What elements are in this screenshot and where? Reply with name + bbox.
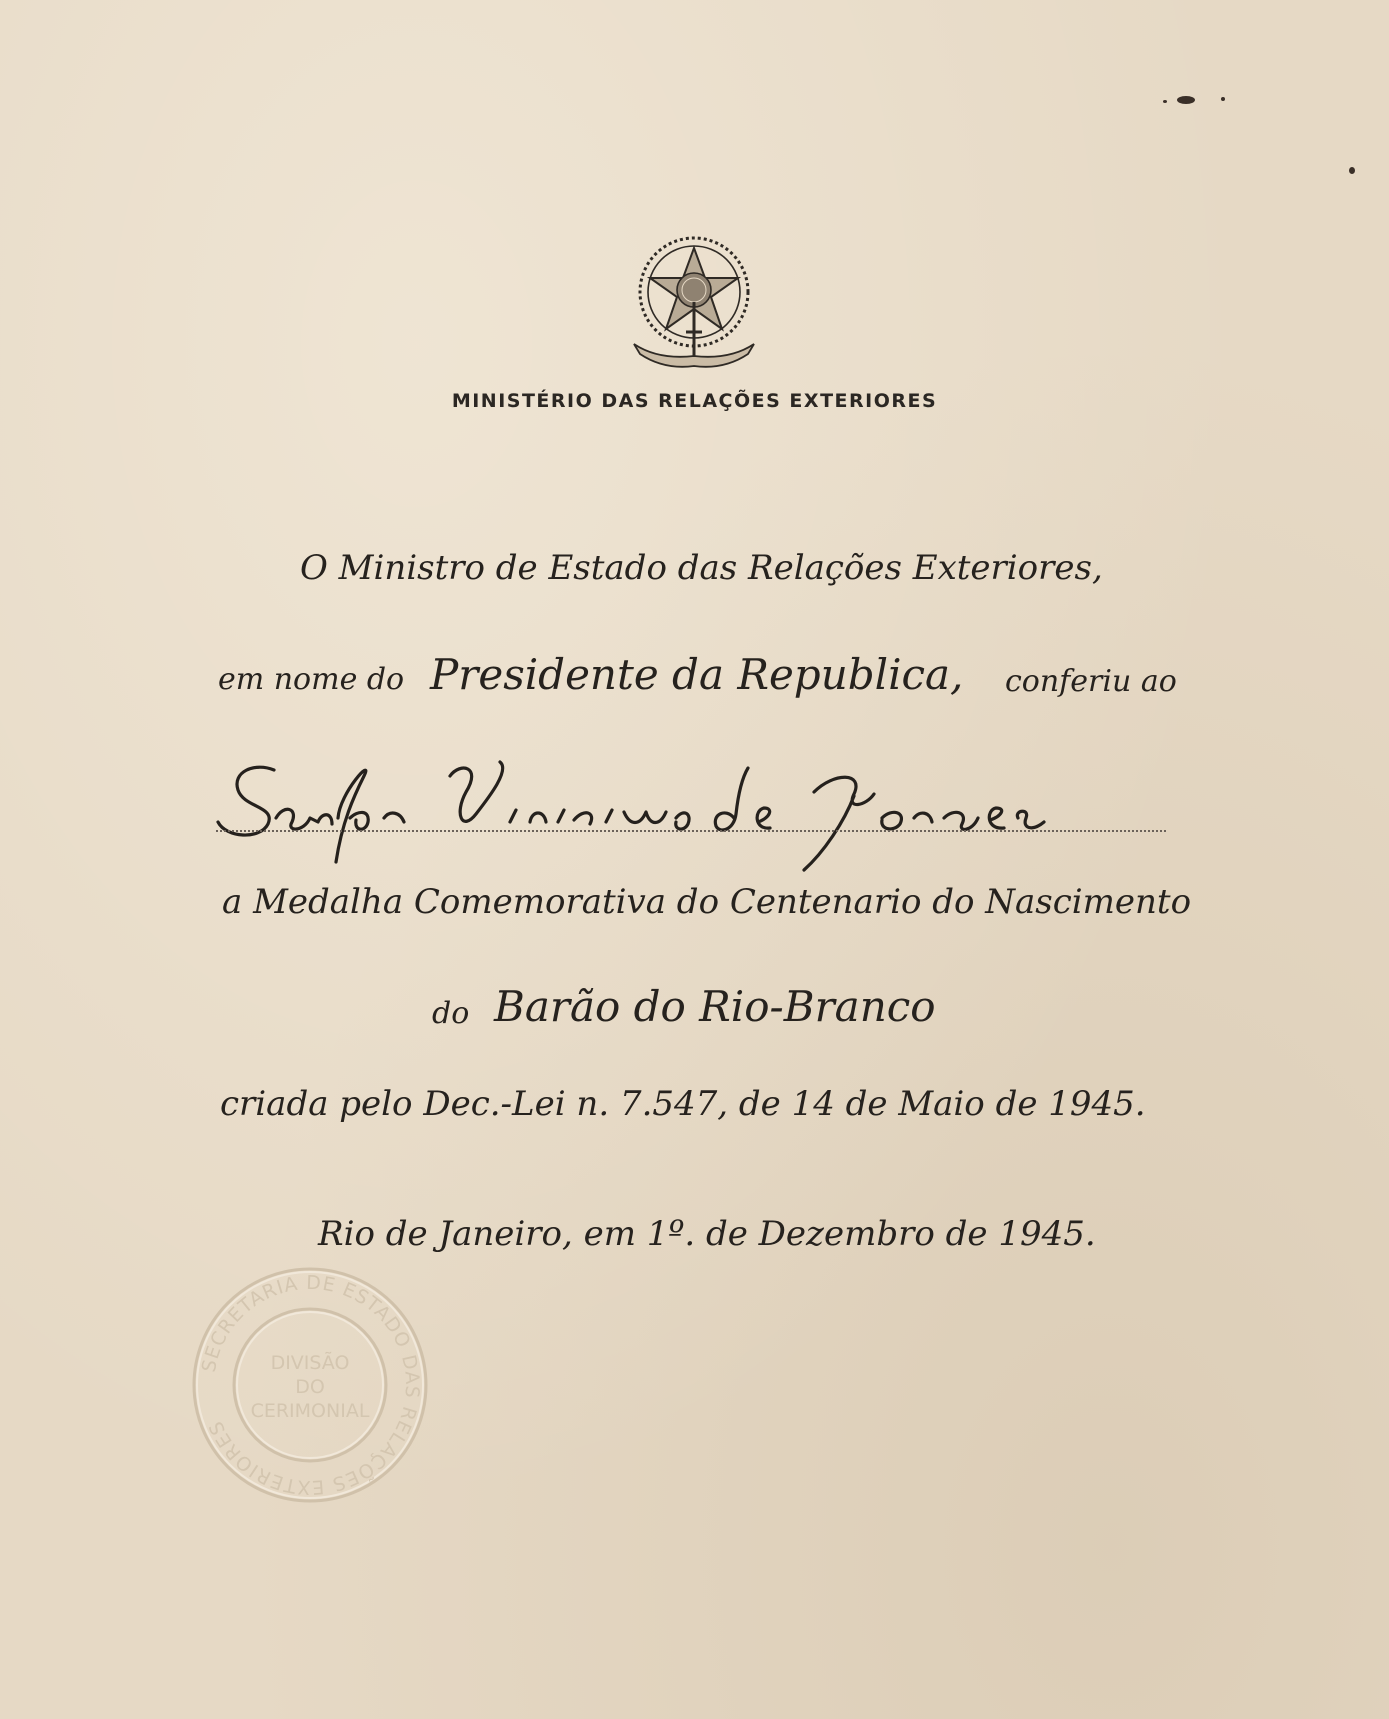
certificate-line-2-suffix: conferiu ao	[1005, 664, 1177, 699]
paper-stain	[1163, 100, 1167, 103]
handwritten-recipient-name	[214, 752, 1134, 872]
certificate-line-2-prefix: em nome do	[218, 662, 405, 697]
certificate-line-2-president: Presidente da Republica,	[430, 650, 964, 699]
certificate-line-6-decree: criada pelo Dec.-Lei n. 7.547, de 14 de Maio de 1945.	[220, 1084, 1146, 1124]
certificate-line-5-prefix: do	[432, 996, 470, 1031]
seal-outer-text: SECRETARIA DE ESTADO DAS RELAÇÕES EXTERIORES	[197, 1271, 424, 1499]
embossed-seal	[190, 1265, 430, 1505]
ministry-heading: MINISTÉRIO DAS RELAÇÕES EXTERIORES	[451, 390, 938, 412]
seal-inner-line-2: DO	[295, 1376, 325, 1398]
paper-stain	[1221, 97, 1225, 101]
paper-stain	[1349, 167, 1355, 174]
paper-stain	[1177, 96, 1195, 104]
recipient-name-line	[216, 830, 1166, 832]
certificate-line-7-date: Rio de Janeiro, em 1º. de Dezembro de 1945.	[318, 1214, 1096, 1254]
seal-inner-line-3: CERIMONIAL	[250, 1400, 370, 1422]
coat-of-arms-icon	[628, 232, 760, 372]
seal-inner-line-1: DIVISÃO	[270, 1352, 350, 1374]
certificate-line-1: O Ministro de Estado das Relações Exteriores,	[300, 548, 1103, 588]
certificate-line-4: a Medalha Comemorativa do Centenario do Nascimento	[222, 882, 1192, 922]
certificate-line-5-baron: Barão do Rio-Branco	[494, 982, 936, 1031]
